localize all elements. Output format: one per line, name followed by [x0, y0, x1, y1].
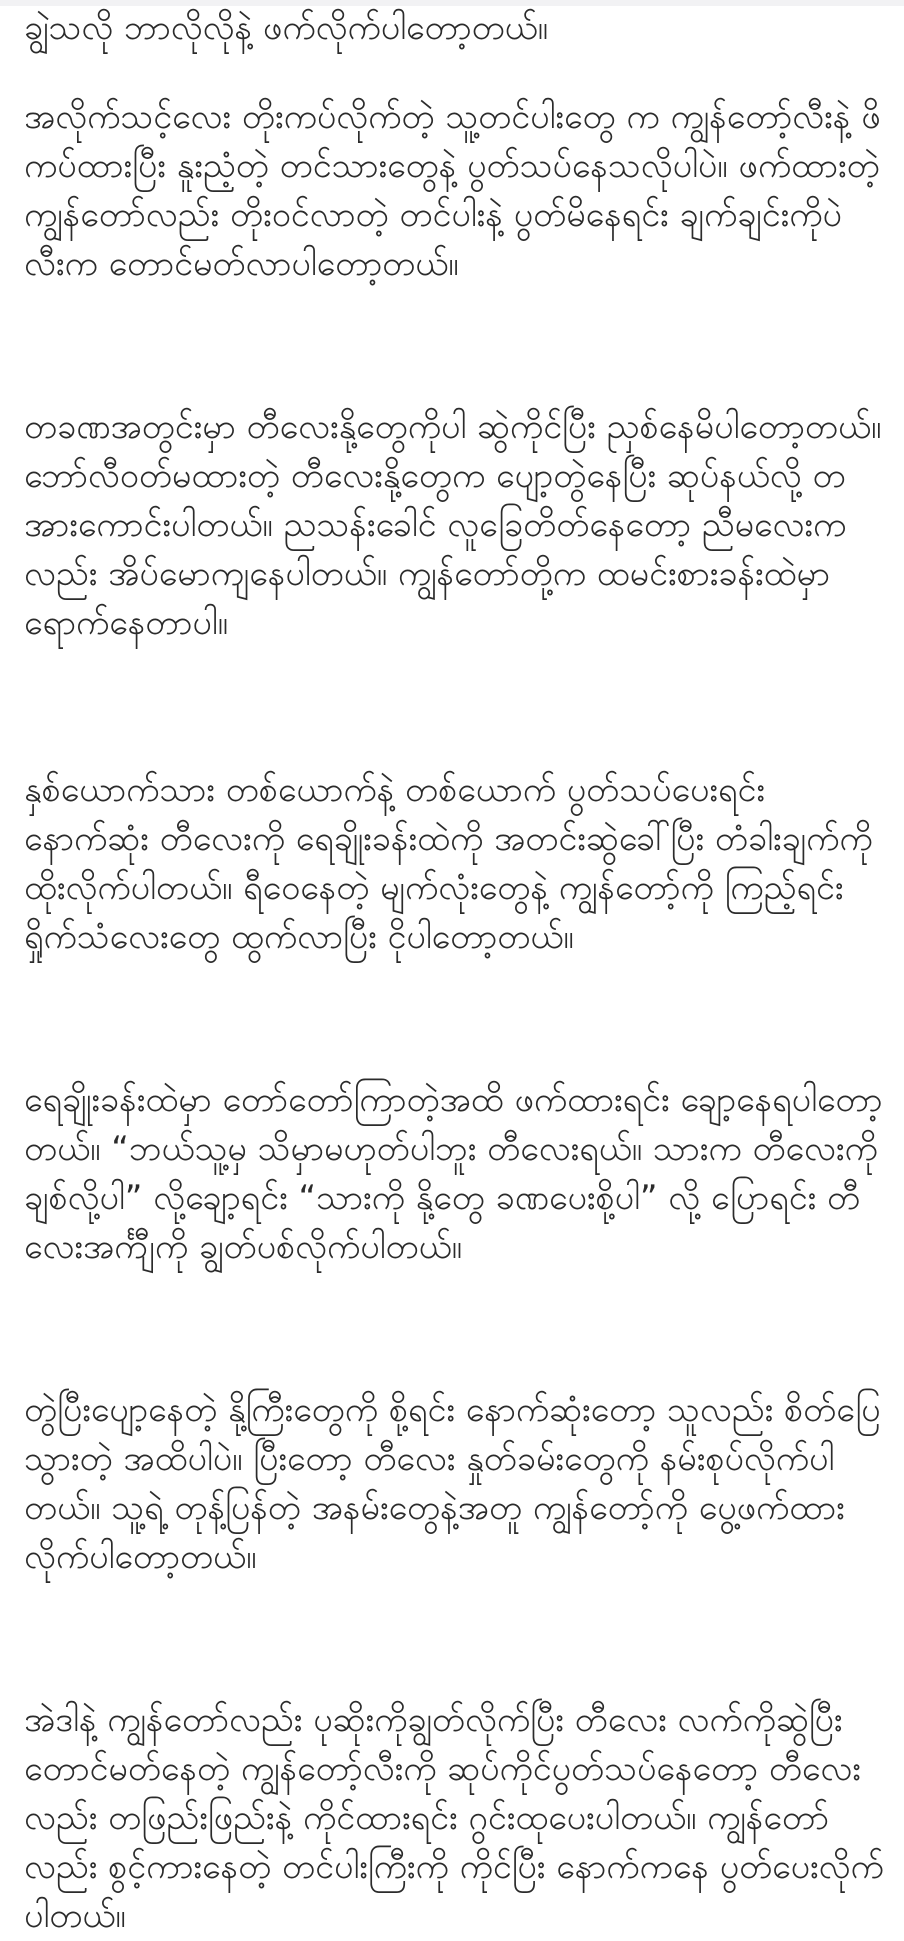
paragraph-7: အဲဒါနဲ့ ကျွန်တော်လည်း ပုဆိုးကိုချွတ်လိုက်ပြီး တီလေး လက်ကိုဆွဲပြီး တောင်မတ်နေတဲ့ ကျွန်တော့်လီးကို ဆုပ်ကိုင်ပွတ်သပ်နေတော့ တီလေးလည်း တဖြည်းဖြည်းနဲ့ ကိုင်ထားရင်း ဂွင်းထုပေးပါတယ်။ ကျွန်တော်လည်း စွင့်ကားနေတဲ့ တင်ပါးကြီးကို ကိုင်ပြီး နောက်ကနေ ပွတ်ပေးလိုက်ပါတယ်။ [24, 1700, 884, 1936]
paragraph-4: နှစ်ယောက်သား တစ်ယောက်နဲ့ တစ်ယောက် ပွတ်သပ်ပေးရင်း နောက်ဆုံး တီလေးကို ရေချိုးခန်းထဲကို အတင်းဆွဲခေါ်ပြီး တံခါးချက်ကို ထိုးလိုက်ပါတယ်။ ရီဝေနေတဲ့ မျက်လုံးတွေနဲ့ ကျွန်တော့်ကို ကြည့်ရင်း ရှိုက်သံလေးတွေ ထွက်လာပြီး ငိုပါတော့တယ်။ [24, 770, 873, 957]
paragraph-2: အလိုက်သင့်လေး တိုးကပ်လိုက်တဲ့ သူ့တင်ပါးတွေ က ကျွန်တော့်လီးနဲ့ ဖိကပ်ထားပြီး နူးညံ့တဲ့ တင်သားတွေနဲ့ ပွတ်သပ်နေသလိုပါပဲ။ ဖက်ထားတဲ့ ကျွန်တော်လည်း တိုးဝင်လာတဲ့ တင်ပါးနဲ့ ပွတ်မိနေရင်း ချက်ချင်းကိုပဲ လီးက တောင်မတ်လာပါတော့တယ်။ [24, 97, 881, 284]
paragraph-5: ရေချိုးခန်းထဲမှာ တော်တော်ကြာတဲ့အထိ ဖက်ထားရင်း ချော့နေရပါတော့တယ်။ “ဘယ်သူ့မှ သိမှာမဟုတ်ပါဘူး တီလေးရယ်။ သားက တီလေးကို ချစ်လို့ပါ” လို့ချော့ရင်း “သားကို နို့တွေ ခဏပေးစို့ပါ” လို့ ပြောရင်း တီလေးအင်္ကျီကို ချွတ်ပစ်လိုက်ပါတယ်။ [24, 1080, 883, 1267]
paragraph-1: ချွဲသလို ဘာလိုလိုနဲ့ ဖက်လိုက်ပါတော့တယ်။ [24, 8, 548, 48]
paragraph-3: တခဏအတွင်းမှာ တီလေးနို့တွေကိုပါ ဆွဲကိုင်ပြီး ညှစ်နေမိပါတော့တယ်။ ဘော်လီဝတ်မထားတဲ့ တီလေးနို့တွေက ပျော့တွဲနေပြီး ဆုပ်နယ်လို့ တအားကောင်းပါတယ်။ ညသန်းခေါင် လူခြေတိတ်နေတော့ ညီမလေးကလည်း အိပ်မောကျနေပါတယ်။ ကျွန်တော်တို့က ထမင်းစားခန်းထဲမှာ ရောက်နေတာပါ။ [24, 407, 882, 643]
paragraph-6: တွဲပြီးပျော့နေတဲ့ နို့ကြီးတွေကို စို့ရင်း နောက်ဆုံးတော့ သူလည်း စိတ်ပြေသွားတဲ့ အထိပါပဲ။ ပြီးတော့ တီလေး နှုတ်ခမ်းတွေကို နမ်းစုပ်လိုက်ပါတယ်။ သူ့ရဲ့ တုန့်ပြန်တဲ့ အနမ်းတွေနဲ့အတူ ကျွန်တော့်ကို ပွေ့ဖက်ထားလိုက်ပါတော့တယ်။ [24, 1390, 881, 1577]
